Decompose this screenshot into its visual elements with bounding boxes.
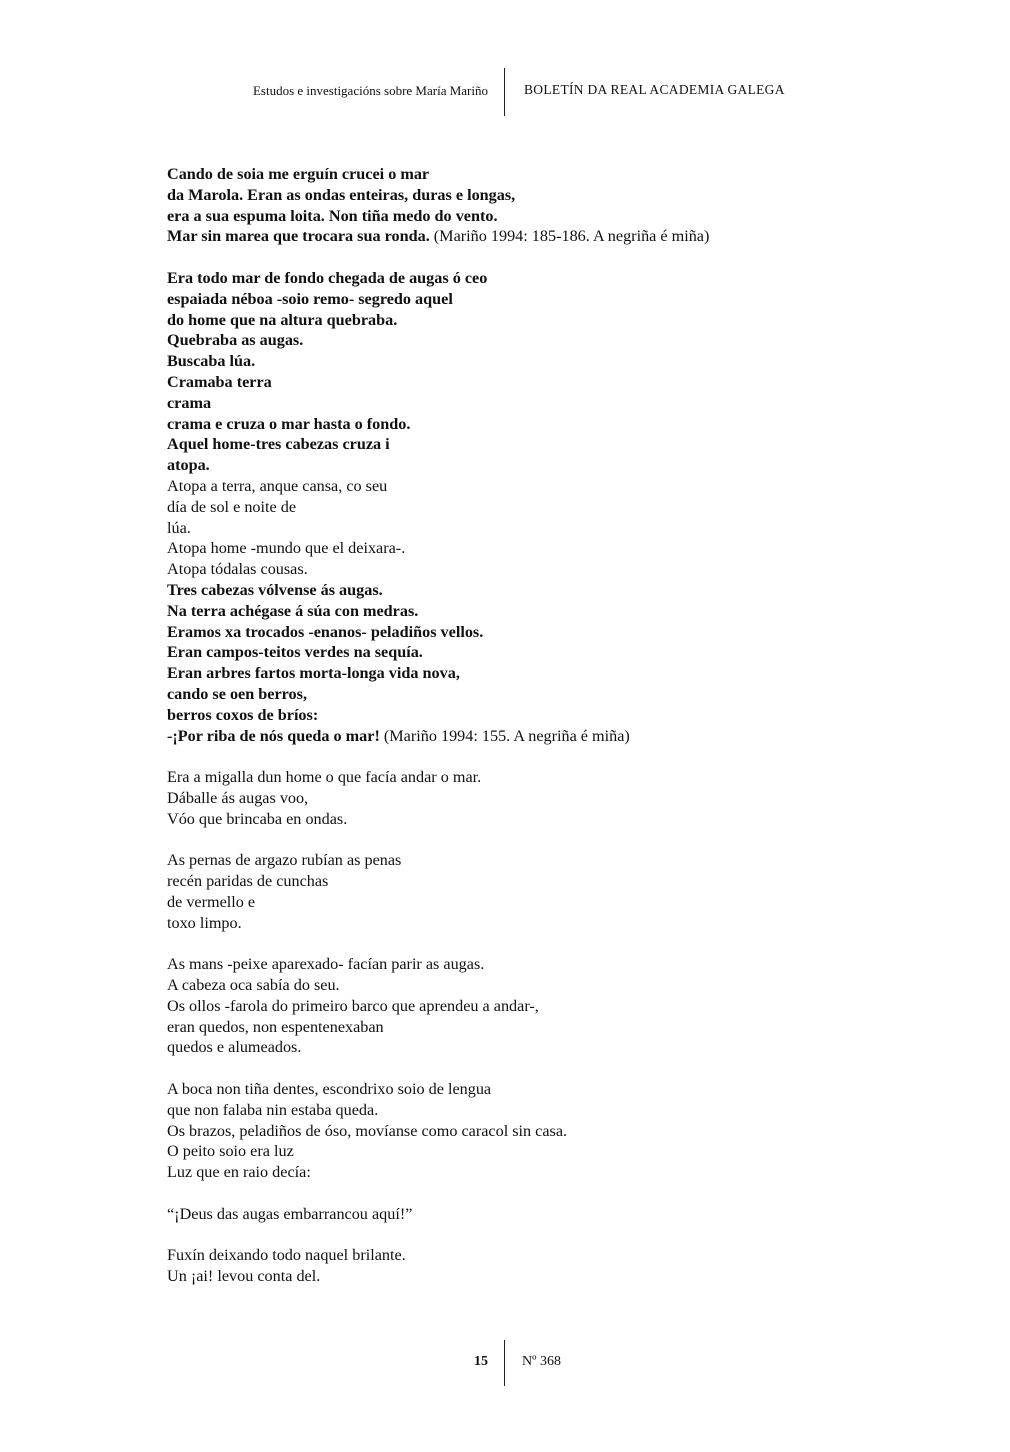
poem-line [167,1245,867,1266]
poem-line [167,455,867,476]
poem-line [167,1017,867,1038]
poem-line [167,871,867,892]
regular-text: O peito soio era luz [167,1142,294,1161]
regular-text: A boca non tiña dentes, escondrixo soio de lengua [167,1080,492,1099]
poem-line [167,705,867,726]
stanza [167,850,867,933]
bold-text: Na terra achégase á súa con medras. [167,601,419,620]
issue-number: Nº 368 [522,1354,561,1369]
regular-text: Os brazos, peladiños de óso, movíanse como caracol sin casa. [167,1121,568,1140]
poem-line [167,268,867,289]
bold-text: crama [167,393,212,412]
poem-line [167,351,867,372]
poem-line [167,206,867,227]
header-journal-title: BOLETÍN DA REAL ACADEMIA GALEGA [524,82,785,97]
poem-body [167,164,867,1308]
regular-text: Atopa a terra, anque cansa, co seu [167,476,388,495]
poem-line [167,1162,867,1183]
poem-line [167,226,867,247]
regular-text: eran quedos, non espentenexaban [167,1017,384,1036]
regular-text: quedos e alumeados. [167,1038,302,1057]
poem-line [167,1204,867,1225]
stanza [167,268,867,746]
poem-line [167,434,867,455]
footer-divider [504,1340,505,1386]
stanza [167,1204,867,1225]
bold-text: Eran arbres fartos morta-longa vida nova, [167,664,460,683]
stanza [167,1079,867,1183]
poem-line [167,1079,867,1100]
poem-line [167,538,867,559]
bold-text: da Marola. Eran as ondas enteiras, duras e longas, [167,185,516,204]
stanza [167,767,867,829]
regular-text: (Mariño 1994: 185-186. A negriña é miña) [429,227,710,246]
header-divider [504,68,505,116]
poem-line [167,767,867,788]
stanza [167,1245,867,1287]
poem-line [167,1037,867,1058]
regular-text: Atopa tódalas cousas. [167,560,308,579]
poem-line [167,518,867,539]
bold-text: crama e cruza o mar hasta o fondo. [167,414,411,433]
bold-text: Mar sin marea que trocara sua ronda. [167,227,430,246]
bold-text: Eramos xa trocados -enanos- peladiños vellos. [167,622,484,641]
poem-line [167,1141,867,1162]
stanza [167,164,867,247]
bold-text: Era todo mar de fondo chegada de augas ó ceo [167,268,488,287]
bold-text: Aquel home-tres cabezas cruza i [167,435,390,454]
bold-text: berros coxos de bríos: [167,705,319,724]
regular-text: As pernas de argazo rubían as penas [167,851,402,870]
regular-text: de vermello e [167,892,256,911]
poem-line [167,1121,867,1142]
bold-text: era a sua espuma loita. Non tiña medo do vento. [167,206,498,225]
poem-line [167,1266,867,1287]
poem-line [167,892,867,913]
page-number: 15 [474,1354,488,1369]
poem-line [167,580,867,601]
poem-line [167,310,867,331]
poem-line [167,809,867,830]
regular-text: Era a migalla dun home o que facía andar o mar. [167,768,482,787]
regular-text: recén paridas de cunchas [167,872,329,891]
regular-text: (Mariño 1994: 155. A negriña é miña) [379,726,630,745]
running-header [0,68,1010,116]
poem-line [167,559,867,580]
poem-line [167,850,867,871]
poem-line [167,913,867,934]
poem-line [167,330,867,351]
regular-text: día de sol e noite de [167,497,297,516]
poem-line [167,975,867,996]
bold-text: Cando de soia me erguín crucei o mar [167,165,430,183]
bold-text: Eran campos-teitos verdes na sequía. [167,643,423,662]
regular-text: Dáballe ás augas voo, [167,788,309,807]
poem-line [167,1100,867,1121]
regular-text: que non falaba nin estaba queda. [167,1100,379,1119]
poem-line [167,788,867,809]
poem-line [167,684,867,705]
poem-line [167,497,867,518]
regular-text: Vóo que brincaba en ondas. [167,809,348,828]
regular-text: Fuxín deixando todo naquel brilante. [167,1246,406,1265]
stanza [167,954,867,1058]
poem-line [167,642,867,663]
poem-line [167,601,867,622]
poem-line [167,954,867,975]
poem-line [167,185,867,206]
bold-text: espaiada néboa -soio remo- segredo aquel [167,289,453,308]
bold-text: Quebraba as augas. [167,331,304,350]
bold-text: cando se oen berros, [167,684,307,703]
bold-text: Tres cabezas vólvense ás augas. [167,580,383,599]
bold-text: atopa. [167,456,210,475]
bold-text: Buscaba lúa. [167,352,256,371]
poem-line [167,164,867,185]
poem-line [167,663,867,684]
regular-text: Atopa home -mundo que el deixara-. [167,539,406,558]
poem-line [167,622,867,643]
poem-line [167,372,867,393]
regular-text: Luz que en raio decía: [167,1163,311,1182]
regular-text: lúa. [167,518,191,537]
bold-text: Cramaba terra [167,372,272,391]
regular-text: Un ¡ai! levou conta del. [167,1267,321,1286]
poem-line [167,393,867,414]
poem-line [167,726,867,747]
poem-line [167,414,867,435]
poem-line [167,996,867,1017]
header-section-title: Estudos e investigacións sobre María Mariño [252,83,488,98]
regular-text: Os ollos -farola do primeiro barco que aprendeu a andar-, [167,996,539,1015]
regular-text: A cabeza oca sabía do seu. [167,976,340,995]
page-footer [0,1340,1010,1386]
poem-line [167,476,867,497]
bold-text: -¡Por riba de nós queda o mar! [167,726,380,745]
regular-text: toxo limpo. [167,913,242,932]
poem-line [167,289,867,310]
bold-text: do home que na altura quebraba. [167,310,398,329]
regular-text: As mans -peixe aparexado- facían parir as augas. [167,955,485,974]
regular-text: “¡Deus das augas embarrancou aquí!” [167,1204,413,1223]
